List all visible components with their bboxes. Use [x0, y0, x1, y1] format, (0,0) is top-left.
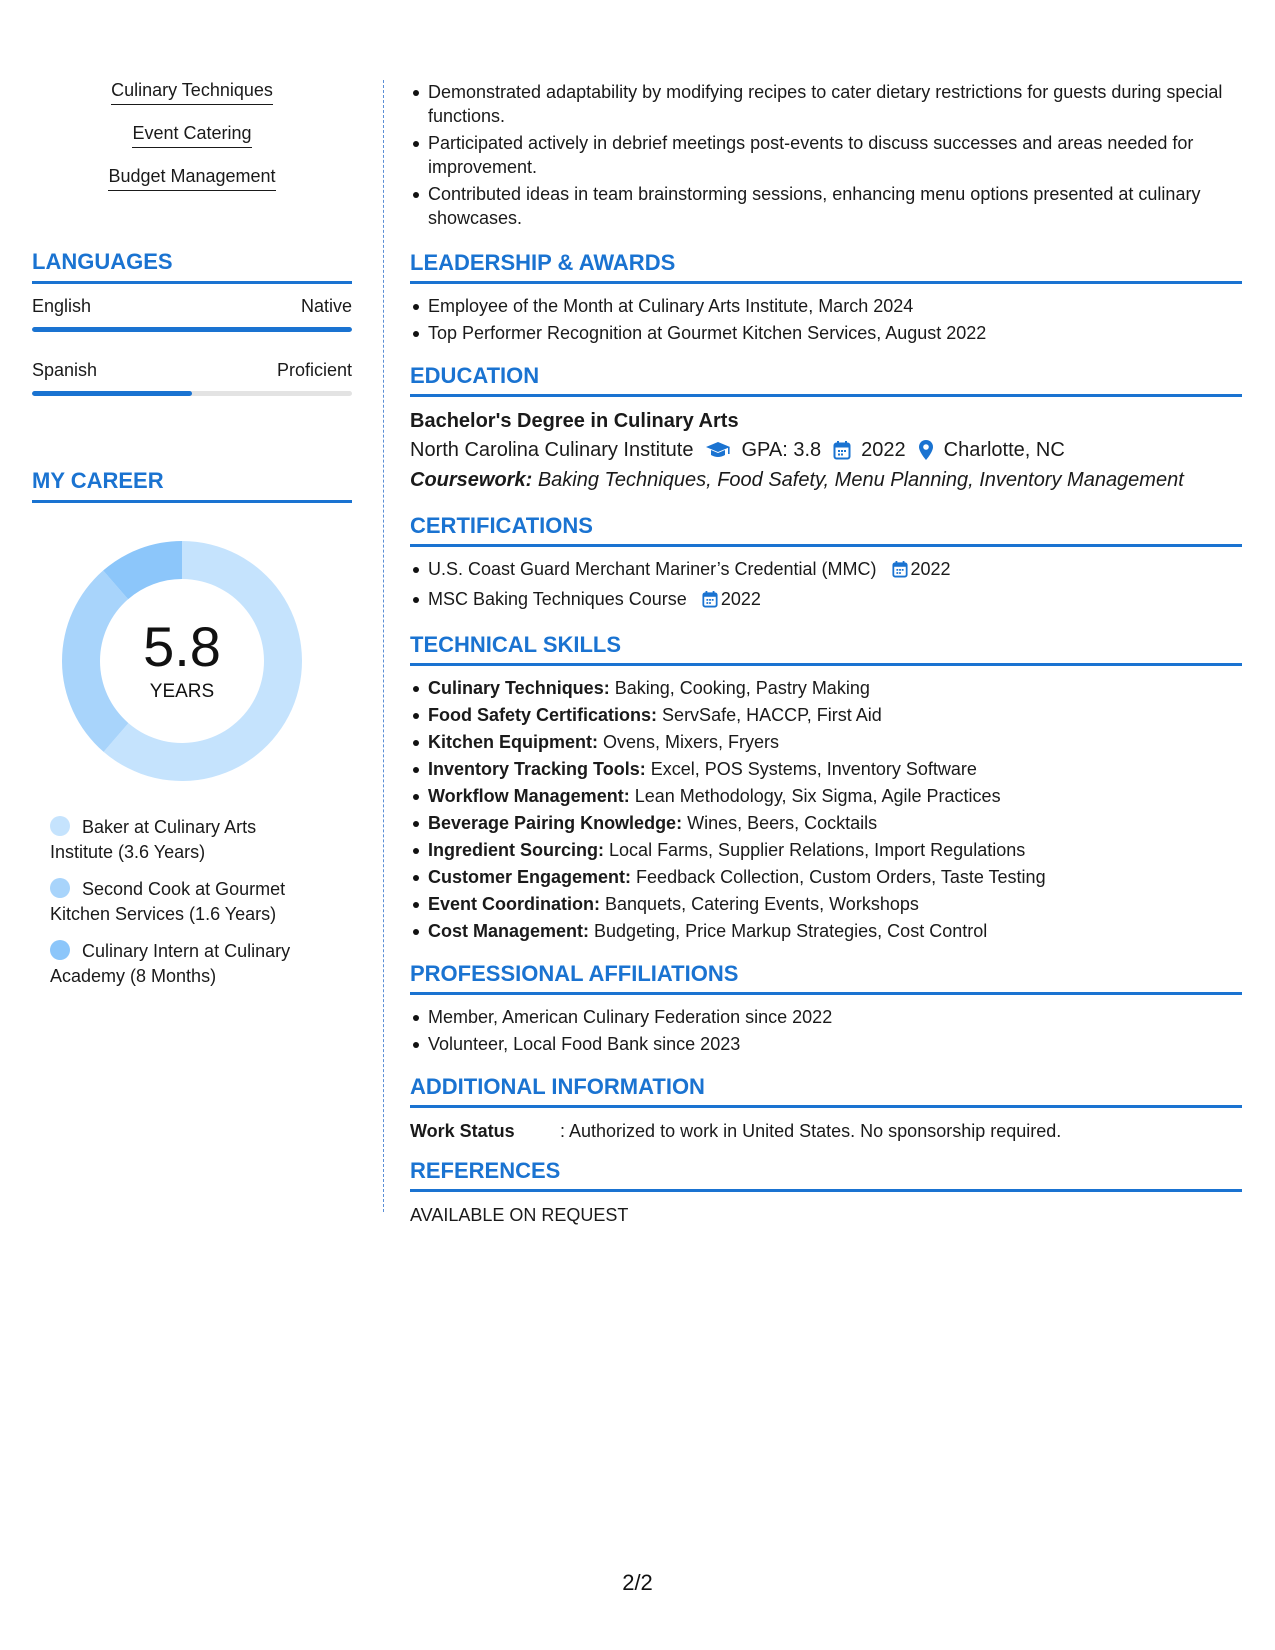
coursework	[410, 465, 1242, 495]
legend-dot	[50, 878, 70, 898]
list-item: Customer Engagement: Feedback Collection, Custom Orders, Taste Testing	[410, 865, 1242, 889]
calendar-icon	[833, 440, 851, 460]
location-pin-icon	[918, 439, 934, 461]
skill-tag: Culinary Techniques	[32, 80, 352, 105]
experience-continued	[410, 80, 1242, 230]
list-item: Contributed ideas in team brainstorming sessions, enhancing menu options presented at culinary showcases.	[410, 182, 1242, 230]
career-legend	[50, 815, 352, 989]
list-item: Inventory Tracking Tools: Excel, POS Systems, Inventory Software	[410, 757, 1242, 781]
list-item: Kitchen Equipment: Ovens, Mixers, Fryers	[410, 730, 1242, 754]
section-heading: EDUCATION	[410, 363, 1242, 397]
language-bar	[32, 391, 352, 396]
list-item: Participated actively in debrief meetings post-events to discuss successes and areas needed for improvement.	[410, 131, 1242, 179]
legend-dot	[50, 816, 70, 836]
coursework-label: Coursework:	[410, 469, 533, 491]
list-item: Member, American Culinary Federation since 2022	[410, 1005, 1242, 1029]
school-location: Charlotte, NC	[943, 439, 1065, 461]
legend-item: Culinary Intern at Culinary Academy (8 Months)	[50, 941, 291, 986]
skill-tag: Event Catering	[32, 123, 352, 148]
list-item: Cost Management: Budgeting, Price Markup Strategies, Cost Control	[410, 919, 1242, 943]
list-item: Food Safety Certifications: ServSafe, HACCP, First Aid	[410, 703, 1242, 727]
additional-info-section	[410, 1074, 1242, 1144]
section-heading: ADDITIONAL INFORMATION	[410, 1074, 1242, 1108]
work-status-row	[410, 1118, 1242, 1144]
column-divider	[383, 80, 384, 1212]
list-item: Ingredient Sourcing: Local Farms, Supplier Relations, Import Regulations	[410, 838, 1242, 862]
list-item: Beverage Pairing Knowledge: Wines, Beers, Cocktails	[410, 811, 1242, 835]
graduation-cap-icon	[705, 440, 731, 460]
list-item: Volunteer, Local Food Bank since 2023	[410, 1032, 1242, 1056]
career-heading: MY CAREER	[32, 468, 352, 503]
calendar-icon	[702, 590, 718, 614]
language-name: English	[32, 296, 92, 316]
list-item: U.S. Coast Guard Merchant Mariner’s Credential (MMC) 2022	[410, 557, 1242, 584]
certifications-section	[410, 513, 1242, 614]
language-bar	[32, 327, 352, 332]
education-section	[410, 363, 1242, 495]
career-donut-center	[62, 541, 302, 781]
page-number: 2/2	[622, 1570, 653, 1595]
calendar-icon	[892, 560, 908, 584]
section-heading: REFERENCES	[410, 1158, 1242, 1192]
work-status-value: : Authorized to work in United States. No sponsorship required.	[560, 1121, 1062, 1141]
degree-title: Bachelor's Degree in Culinary Arts	[410, 410, 739, 432]
school-name: North Carolina Culinary Institute	[410, 439, 694, 461]
technical-skills-section	[410, 632, 1242, 943]
main-content	[410, 80, 1242, 1246]
graduation-year: 2022	[861, 439, 906, 461]
gpa: GPA: 3.8	[741, 439, 822, 461]
career-unit: YEARS	[149, 681, 215, 702]
references-section	[410, 1158, 1242, 1228]
work-status-key: Work Status	[410, 1121, 515, 1141]
career-donut	[62, 541, 302, 781]
skill-list	[32, 80, 352, 191]
language-level: Native	[300, 296, 352, 316]
list-item: Top Performer Recognition at Gourmet Kitchen Services, August 2022	[410, 321, 1242, 345]
language-spanish	[32, 360, 352, 396]
coursework-list: Baking Techniques, Food Safety, Menu Planning, Inventory Management	[537, 469, 1184, 491]
section-heading: TECHNICAL SKILLS	[410, 632, 1242, 666]
sidebar	[32, 80, 352, 1001]
language-name: Spanish	[32, 360, 98, 380]
section-heading: PROFESSIONAL AFFILIATIONS	[410, 961, 1242, 995]
legend-item: Baker at Culinary Arts Institute (3.6 Years)	[50, 817, 257, 862]
affiliations-section	[410, 961, 1242, 1056]
list-item: MSC Baking Techniques Course 2022	[410, 587, 1242, 614]
legend-dot	[50, 940, 70, 960]
list-item: Employee of the Month at Culinary Arts Institute, March 2024	[410, 294, 1242, 318]
list-item: Culinary Techniques: Baking, Cooking, Pastry Making	[410, 676, 1242, 700]
language-bar-fill	[32, 327, 352, 332]
languages-heading: LANGUAGES	[32, 249, 352, 284]
language-english	[32, 296, 352, 332]
section-heading: LEADERSHIP & AWARDS	[410, 250, 1242, 284]
career-total: 5.8	[143, 615, 221, 678]
list-item: Event Coordination: Banquets, Catering Events, Workshops	[410, 892, 1242, 916]
section-heading: CERTIFICATIONS	[410, 513, 1242, 547]
language-level: Proficient	[276, 360, 352, 380]
skill-tag: Budget Management	[32, 166, 352, 191]
school-line	[410, 435, 1242, 465]
references-text: AVAILABLE ON REQUEST	[410, 1205, 629, 1225]
legend-item: Second Cook at Gourmet Kitchen Services (1.6 Years)	[50, 879, 286, 924]
list-item: Workflow Management: Lean Methodology, Six Sigma, Agile Practices	[410, 784, 1242, 808]
leadership-section	[410, 250, 1242, 345]
language-bar-fill	[32, 391, 192, 396]
list-item: Demonstrated adaptability by modifying recipes to cater dietary restrictions for guests during special functions.	[410, 80, 1242, 128]
